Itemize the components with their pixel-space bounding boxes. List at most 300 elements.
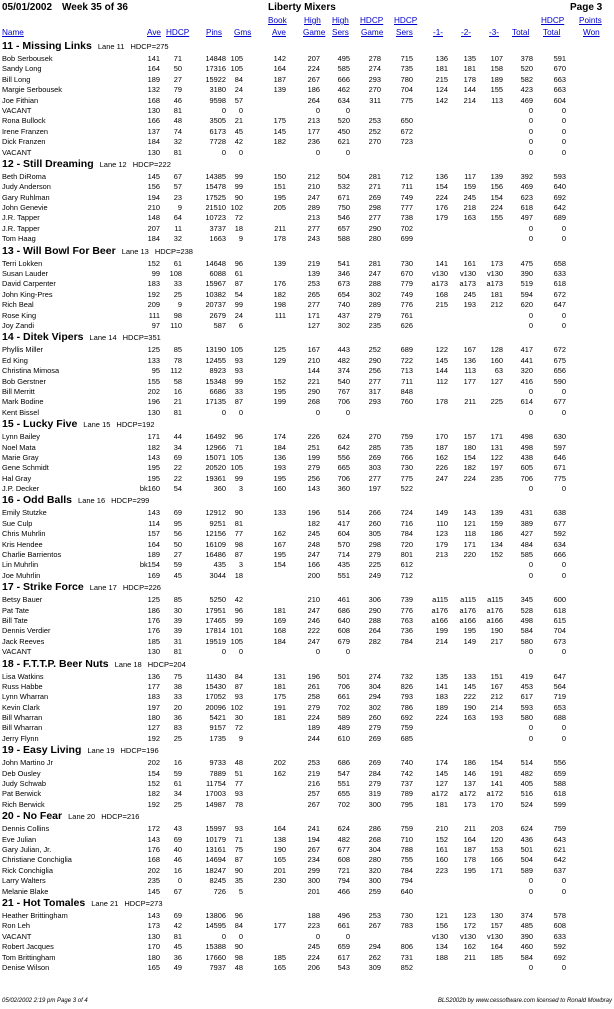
game-2: 133 [463,671,476,681]
ave: 143 [147,508,160,518]
high-series: 541 [337,258,350,268]
ave: 145 [147,886,160,896]
bowler-row [0,529,614,539]
hdcp-game: 303 [368,463,381,473]
hdcp: 81 [173,407,182,417]
gms: 30 [234,713,243,723]
bowler-row [0,54,614,64]
ave: 183 [147,279,160,289]
game-2: v130 [459,269,476,279]
book-ave: 175 [273,692,286,702]
bowler-row [0,758,614,768]
game-3: 139 [490,508,503,518]
high-game: 213 [307,116,320,126]
game-3: 203 [490,824,503,834]
high-series: 661 [337,692,350,702]
hdcp-series: 735 [400,64,413,74]
game-1: a173 [431,279,448,289]
high-game: 279 [307,702,320,712]
hdcp-game: 311 [369,95,381,105]
total: 519 [520,279,533,289]
high-series: 0 [345,105,350,115]
total: 485 [520,921,533,931]
game-1: 224 [435,713,448,723]
hdcp-total: 618 [553,789,566,799]
total: 618 [520,203,533,213]
hdcp-total: 590 [553,376,566,386]
ave: 125 [147,345,160,355]
hdcp: 50 [173,539,182,549]
game-2: 195 [463,865,476,875]
bowler-row [0,637,614,647]
hdcp-total: 670 [553,64,566,74]
high-game: 186 [307,85,320,95]
column-headers [0,16,614,37]
hdcp: 69 [173,910,182,920]
hdcp-total: 775 [553,473,566,483]
col-game-3: -3- [489,28,500,37]
ave: 207 [147,223,160,233]
pins: 5250 [209,595,226,605]
bowler-row [0,137,614,147]
game-2: 182 [463,463,476,473]
game-2: 164 [463,834,476,844]
high-game: 247 [307,192,320,202]
hdcp: 31 [173,636,182,646]
gms: 78 [234,799,243,809]
high-series: 346 [337,269,350,279]
gms: 84 [234,921,243,931]
hdcp: 81 [173,647,182,657]
hdcp-series: 759 [400,723,413,733]
high-game: 189 [307,723,320,733]
total: 389 [520,518,533,528]
game-1: 223 [435,865,448,875]
bowler-row [0,408,614,418]
hdcp-game: 247 [368,269,381,279]
game-3: 157 [490,921,503,931]
book-ave: 198 [273,300,286,310]
game-1: 199 [435,626,448,636]
total: 0 [528,647,533,657]
high-game: 166 [307,560,320,570]
bowler-row [0,432,614,442]
gms: 93 [234,366,243,376]
hdcp: 74 [173,126,182,136]
bowler-row [0,474,614,484]
high-series: 551 [337,570,350,580]
bowler-row [0,626,614,636]
game-2: 218 [463,203,476,213]
ave: 168 [147,95,160,105]
ave: 176 [147,845,160,854]
bowler-name: Kris Hendee [2,539,43,549]
bowler-name: Bob Serbousek [2,54,53,63]
bowler-row [0,224,614,234]
hdcp: 59 [173,560,182,570]
game-3: 63 [494,366,503,376]
hdcp-game: 235 [368,320,381,330]
hdcp-game: 278 [368,54,381,63]
col-hds-1: HDCP [394,16,418,25]
pins: 11430 [205,671,226,681]
team-heading [0,245,614,259]
hdcp-total: 618 [553,279,566,289]
hdcp-total: 640 [553,182,566,192]
gms: 6 [238,320,243,330]
bowler-name: Russ Habbe [2,681,43,691]
bowler-row [0,463,614,473]
game-3: 193 [490,713,503,723]
hdcp: 36 [173,713,182,723]
gms: 9 [238,733,243,743]
gms: 9 [238,234,243,244]
game-3: 224 [490,203,503,213]
total: 405 [520,779,533,789]
high-series: 673 [337,279,350,289]
hdcp: 67 [173,886,182,896]
book-ave: 177 [273,921,286,931]
team-heading [0,581,614,595]
gms: 99 [234,473,243,483]
hdcp-total: 0 [561,126,566,136]
high-game: 234 [307,855,320,865]
hdcp-game: 277 [368,376,381,386]
high-series: 360 [337,484,350,494]
hdcp-total: 633 [553,269,566,279]
hdcp-total: 689 [553,213,566,223]
game-1: 178 [435,397,448,407]
hdcp-series: 704 [400,85,413,95]
game-3: 134 [490,539,503,549]
book-ave: 165 [273,962,286,972]
high-series: 702 [337,702,350,712]
col-book-2: Ave [272,28,286,37]
hdcp-game: 252 [368,126,381,136]
game-2: v130 [459,931,476,941]
high-series: 666 [337,74,350,84]
high-game: 224 [307,952,320,962]
bowler-name: VACANT [2,105,32,115]
total: 524 [520,799,533,809]
book-ave: 139 [273,258,286,268]
hdcp: 110 [170,320,182,330]
hdcp: 32 [173,137,182,147]
hdcp: 27 [173,74,182,84]
hdcp-series: 736 [400,626,413,636]
pins: 3505 [209,116,226,126]
bowler-name: Eve Julian [2,834,37,844]
game-2: a166 [459,615,476,625]
high-game: 0 [315,407,320,417]
gms: 71 [234,442,243,452]
game-2: 144 [463,85,476,95]
hdcp-game: 320 [368,865,381,875]
pins: 19519 [205,636,226,646]
ave: 168 [147,855,160,865]
gms: 87 [234,855,243,865]
hdcp-game: 270 [368,137,381,147]
hdcp-game: 281 [368,258,381,268]
high-game: 219 [307,258,320,268]
ave: 184 [147,137,160,147]
game-3: 120 [490,834,503,844]
hdcp-total: 0 [561,234,566,244]
total: 706 [520,473,533,483]
book-ave: 133 [273,508,286,518]
total: 417 [520,345,533,355]
hdcp: 75 [173,671,182,681]
hdcp: 81 [173,931,182,941]
high-game: 236 [307,137,320,147]
book-ave: 164 [273,64,286,74]
gms: 96 [234,605,243,615]
team-name: 13 - Will Bowl For Beer [2,244,116,257]
ave: 164 [147,539,160,549]
gms: 42 [234,137,243,147]
high-series: 686 [337,605,350,615]
team-hdcp: HDCP=238 [154,246,193,256]
game-3: 217 [490,636,503,646]
hdcp: 78 [173,355,182,365]
game-3: 160 [490,355,503,365]
high-series: 374 [337,366,350,376]
game-2: 146 [463,768,476,778]
hdcp-total: 621 [553,845,566,854]
hdcp-total: 692 [553,192,566,202]
ave: 130 [147,647,160,657]
bowler-name: Ron Leh [2,921,30,931]
book-ave: 150 [273,171,286,181]
total: 482 [520,768,533,778]
team-lane: Lane 18 [114,659,142,669]
hdcp: 57 [173,182,182,192]
high-series: 686 [337,758,350,768]
ave: 164 [147,64,160,74]
hdcp-game: 319 [368,789,381,799]
bowler-name: Bill Wharran [2,723,43,733]
hdcp: 61 [173,258,182,268]
bowler-row [0,519,614,529]
game-2: a173 [459,279,476,289]
team-hdcp: HDCP=351 [122,333,161,343]
high-game: 182 [307,518,320,528]
ave: 111 [148,310,160,320]
team-heading [0,897,614,911]
pins: 435 [213,560,226,570]
hdcp: 33 [173,279,182,289]
high-game: 264 [307,95,320,105]
gms: 101 [230,626,243,636]
hdcp-game: 281 [368,171,381,181]
gms: 105 [230,345,243,355]
pins: 17951 [205,605,226,615]
high-series: 501 [337,671,350,681]
hdcp: 21 [173,397,182,407]
pins: 10179 [205,834,226,844]
hdcp-series: 738 [400,213,413,223]
gms: 84 [234,671,243,681]
game-1: 215 [435,300,448,310]
game-1: 135 [435,671,448,681]
col-book-1: Book [268,16,287,25]
ave: 99 [151,269,160,279]
hdcp-total: 0 [561,886,566,896]
hdcp-total: 642 [553,855,566,865]
hdcp-game: 317 [368,386,381,396]
game-3: a172 [486,789,503,799]
bowler-name: Deb Ousley [2,768,41,778]
col-total: Total [512,28,530,37]
bowler-name: Tom Brittingham [2,952,56,962]
pins: 6088 [209,269,226,279]
hdcp-total: 759 [553,824,566,834]
high-series: 665 [337,463,350,473]
bowler-row [0,911,614,921]
bowler-name: Christiane Conchiglia [2,855,72,865]
pins: 9157 [209,723,226,733]
hdcp-total: 564 [553,681,566,691]
hdcp: 59 [173,768,182,778]
bowler-name: Rose King [2,310,37,320]
hdcp: 36 [173,952,182,962]
bowler-name: Bill Merritt [2,386,35,396]
pins: 6173 [209,126,226,136]
gms: 0 [238,647,243,657]
ave: 183 [147,692,160,702]
hdcp-series: 742 [400,768,413,778]
hdcp-series: 779 [400,279,413,289]
hdcp-game: 256 [368,366,381,376]
hdcp-game: 298 [368,539,381,549]
ave: 114 [148,518,160,528]
hdcp-total: 704 [553,626,566,636]
total: 0 [528,234,533,244]
team-lane: Lane 13 [121,246,149,256]
game-2: 162 [463,942,476,952]
high-series: 589 [337,713,350,723]
game-3: 181 [490,289,503,299]
book-ave: 136 [273,452,286,462]
high-series: 702 [337,799,350,809]
bowler-name: Lynn Wharran [2,692,49,702]
pins: 11754 [205,779,226,789]
high-series: 624 [337,432,350,442]
hdcp: 112 [170,366,182,376]
hdcp-game: 306 [368,595,381,605]
high-series: 610 [337,733,350,743]
hdcp-series: 724 [400,508,413,518]
high-series: 714 [337,550,350,560]
team-name: 21 - Hot Tomales [2,896,86,909]
pins: 17003 [205,789,226,799]
game-1: v130 [431,269,448,279]
game-3: 131 [490,442,503,452]
total: 419 [520,671,533,681]
hdcp-series: 722 [400,355,413,365]
high-series: 634 [337,95,350,105]
pins: 10723 [205,213,226,223]
game-3: 212 [490,692,503,702]
game-2: 137 [463,779,476,789]
pins: 7728 [209,137,226,147]
pins: 17660 [205,952,226,962]
hdcp: 71 [173,54,182,63]
bowler-row [0,397,614,407]
gms: 48 [234,962,243,972]
hdcp: 9 [177,203,182,213]
col-hdt-2: Total [543,28,561,37]
bowler-name: John Genevie [2,203,48,213]
bowler-row [0,953,614,963]
team-lane: Lane 12 [99,159,127,169]
book-ave: 205 [273,203,286,213]
hdcp-game: 285 [368,442,381,452]
gms: 24 [234,310,243,320]
game-3: 151 [490,671,503,681]
hdcp: 50 [173,64,182,74]
hdcp: 23 [173,192,182,202]
hdcp: 32 [173,234,182,244]
bowler-name: Phyllis Miller [2,345,44,355]
book-ave: 138 [273,834,286,844]
total: 528 [520,605,533,615]
pins: 587 [213,320,226,330]
gms: 35 [234,876,243,886]
team-hdcp: HDCP=222 [132,159,171,169]
game-3: 107 [490,54,503,63]
game-1: 187 [435,442,448,452]
game-1: 156 [435,921,448,931]
ave: 166 [147,116,160,126]
bowler-name: Bill Wharran [2,713,43,723]
game-3: 154 [490,192,503,202]
ave: 202 [147,386,160,396]
team-name: 18 - F.T.T.P. Beer Nuts [2,657,109,670]
high-game: 171 [307,310,320,320]
hdcp-game: 290 [368,223,381,233]
bowler-row [0,855,614,865]
team-heading [0,40,614,54]
game-1: 142 [435,95,448,105]
bowler-row [0,172,614,182]
high-series: 721 [337,865,350,875]
high-game: 210 [307,355,320,365]
game-1: 162 [435,452,448,462]
gms: 77 [234,779,243,789]
high-series: 706 [337,473,350,483]
team-lane: Lane 15 [83,420,111,430]
pins: 1735 [209,733,226,743]
footer-software: BLS2002b by www.cessoftware.com licensed to Ronald Mowbray [437,998,612,1004]
ave: 192 [147,733,160,743]
game-2: 143 [463,508,476,518]
ave: bk154 [139,560,160,570]
gms: 87 [234,279,243,289]
ave: 172 [147,824,160,834]
book-ave: 142 [273,54,286,63]
game-2: 136 [463,355,476,365]
game-2: 159 [463,182,476,192]
hdcp-game: 269 [368,192,381,202]
total: 392 [520,171,533,181]
hdcp-series: 713 [400,366,413,376]
book-ave: 182 [273,137,286,147]
hdcp-series: 788 [400,845,413,854]
hdcp-series: 712 [400,171,413,181]
hdcp: 85 [173,345,182,355]
ave: 176 [147,615,160,625]
